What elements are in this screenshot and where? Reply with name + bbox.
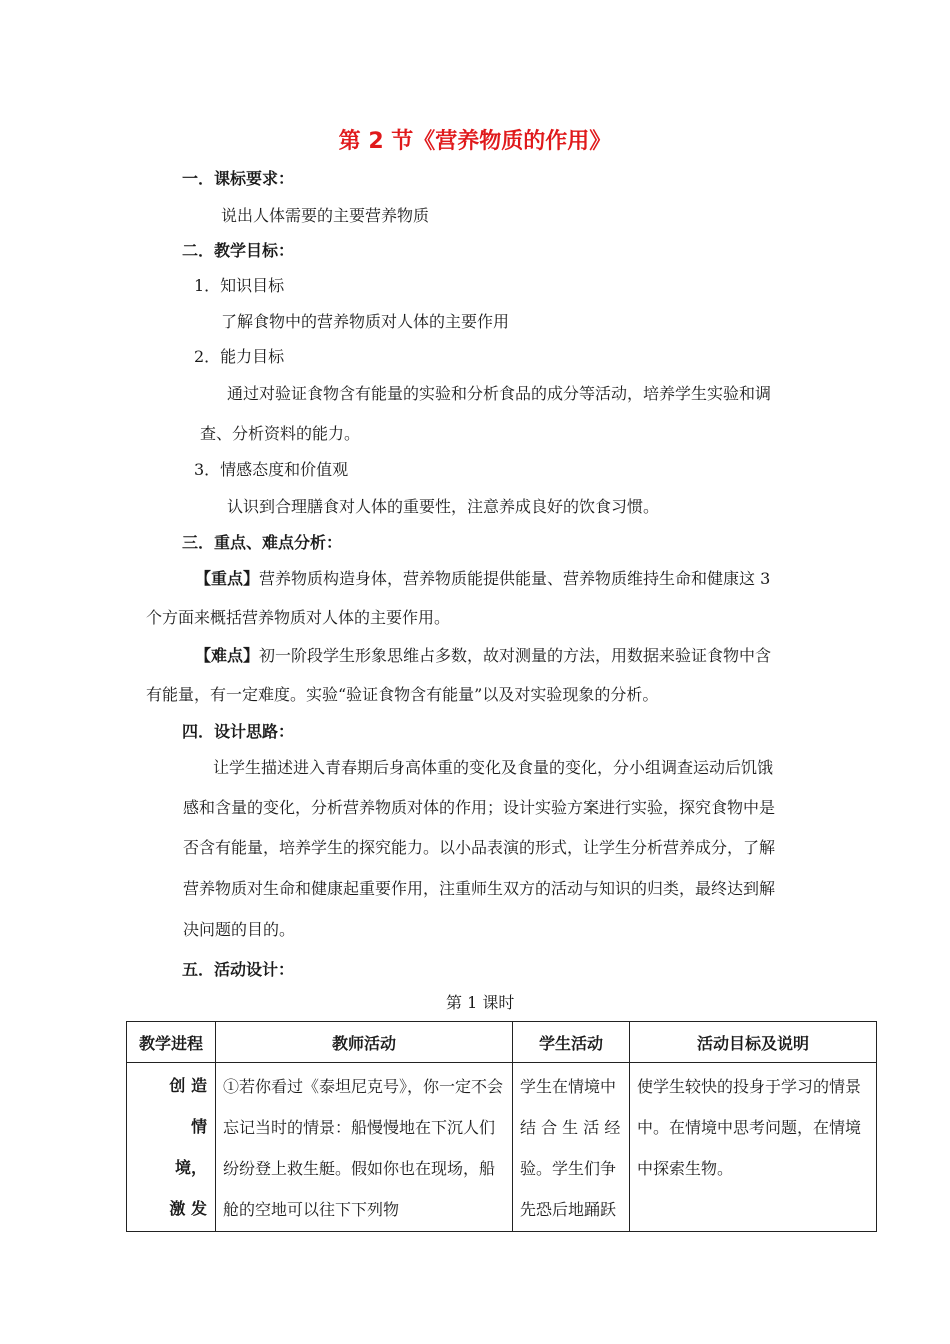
keypoint-text-1: 营养物质构造身体，营养物质能提供能量、营养物质维持生命和健康这 3 [259, 569, 771, 588]
header-student: 学生活动 [513, 1022, 630, 1063]
design-line2: 感和含量的变化，分析营养物质对体的作用；设计实验方案进行实验，探究食物中是 [183, 798, 776, 817]
activity-table [126, 1021, 877, 1232]
section-heading-design: 四．设计思路： [182, 722, 295, 741]
goal-ability-text-line2: 查、分析资料的能力。 [200, 424, 361, 443]
stage-line: 境， [174, 1158, 207, 1177]
document-title: 第 2 节《营养物质的作用》 [338, 129, 612, 154]
stage-line: 激 发 [169, 1199, 207, 1218]
stage-cell [127, 1063, 216, 1232]
goal-ability-label: 2．能力目标 [194, 347, 285, 366]
table-row [127, 1063, 877, 1232]
keypoint-tag: 【重点】 [195, 569, 260, 588]
teacher-activity-text: ①若你看过《泰坦尼克号》，你一定不会忘记当时的情景：船慢慢地在下沉人们纷纷登上救生艇。假如你也在现场，船舱的空地可以往下下列物 [223, 1077, 504, 1219]
keypoint-line2: 个方面来概括营养物质对人体的主要作用。 [146, 608, 451, 627]
header-progress: 教学进程 [127, 1022, 216, 1063]
teacher-cell [216, 1063, 513, 1232]
goal-knowledge-text: 了解食物中的营养物质对人体的主要作用 [221, 312, 510, 331]
section-heading-keypoints: 三．重点、难点分析： [182, 533, 343, 552]
difficulty-line2: 有能量，有一定难度。实验“验证食物含有能量”以及对实验现象的分析。 [146, 685, 659, 704]
goal-knowledge-label: 1．知识目标 [194, 276, 285, 295]
header-goal: 活动目标及说明 [630, 1022, 877, 1063]
lesson-label: 第 1 课时 [446, 993, 515, 1012]
section-heading-goals: 二．教学目标： [182, 241, 295, 260]
goal-ability-text-line1: 通过对验证食物含有能量的实验和分析食品的成分等活动，培养学生实验和调 [227, 384, 772, 403]
header-teacher: 教师活动 [216, 1022, 513, 1063]
student-activity-text: 学生在情境中结 合 生 活 经验。学生们争先恐后地踊跃 [520, 1077, 621, 1219]
difficulty-tag: 【难点】 [195, 646, 260, 665]
table-header-row [127, 1022, 877, 1063]
student-cell [513, 1063, 630, 1232]
difficulty-text-1: 初一阶段学生形象思维占多数，故对测量的方法，用数据来验证食物中含 [259, 646, 772, 665]
design-line3: 否含有能量，培养学生的探究能力。以小品表演的形式，让学生分析营养成分，了解 [183, 838, 776, 857]
goal-text: 使学生较快的投身于学习的情景中。在情境中思考问题，在情境中探索生物。 [637, 1077, 862, 1178]
standards-text: 说出人体需要的主要营养物质 [221, 206, 430, 225]
stage-line: 创 造 [169, 1076, 207, 1095]
design-line4: 营养物质对生命和健康起重要作用，注重师生双方的活动与知识的归类，最终达到解 [183, 879, 776, 898]
keypoint-line1 [195, 566, 770, 589]
design-line1: 让学生描述进入青春期后身高体重的变化及食量的变化，分小组调查运动后饥饿 [213, 758, 774, 777]
stage-line: 情 [190, 1117, 207, 1136]
goal-attitude-text: 认识到合理膳食对人体的重要性，注意养成良好的饮食习惯。 [227, 497, 660, 516]
design-line5: 决问题的目的。 [183, 920, 296, 939]
section-heading-standards: 一．课标要求： [182, 169, 295, 188]
goal-attitude-label: 3．情感态度和价值观 [194, 460, 349, 479]
goal-cell [630, 1063, 877, 1232]
section-heading-activities: 五．活动设计： [182, 960, 295, 979]
difficulty-line1 [195, 643, 771, 666]
